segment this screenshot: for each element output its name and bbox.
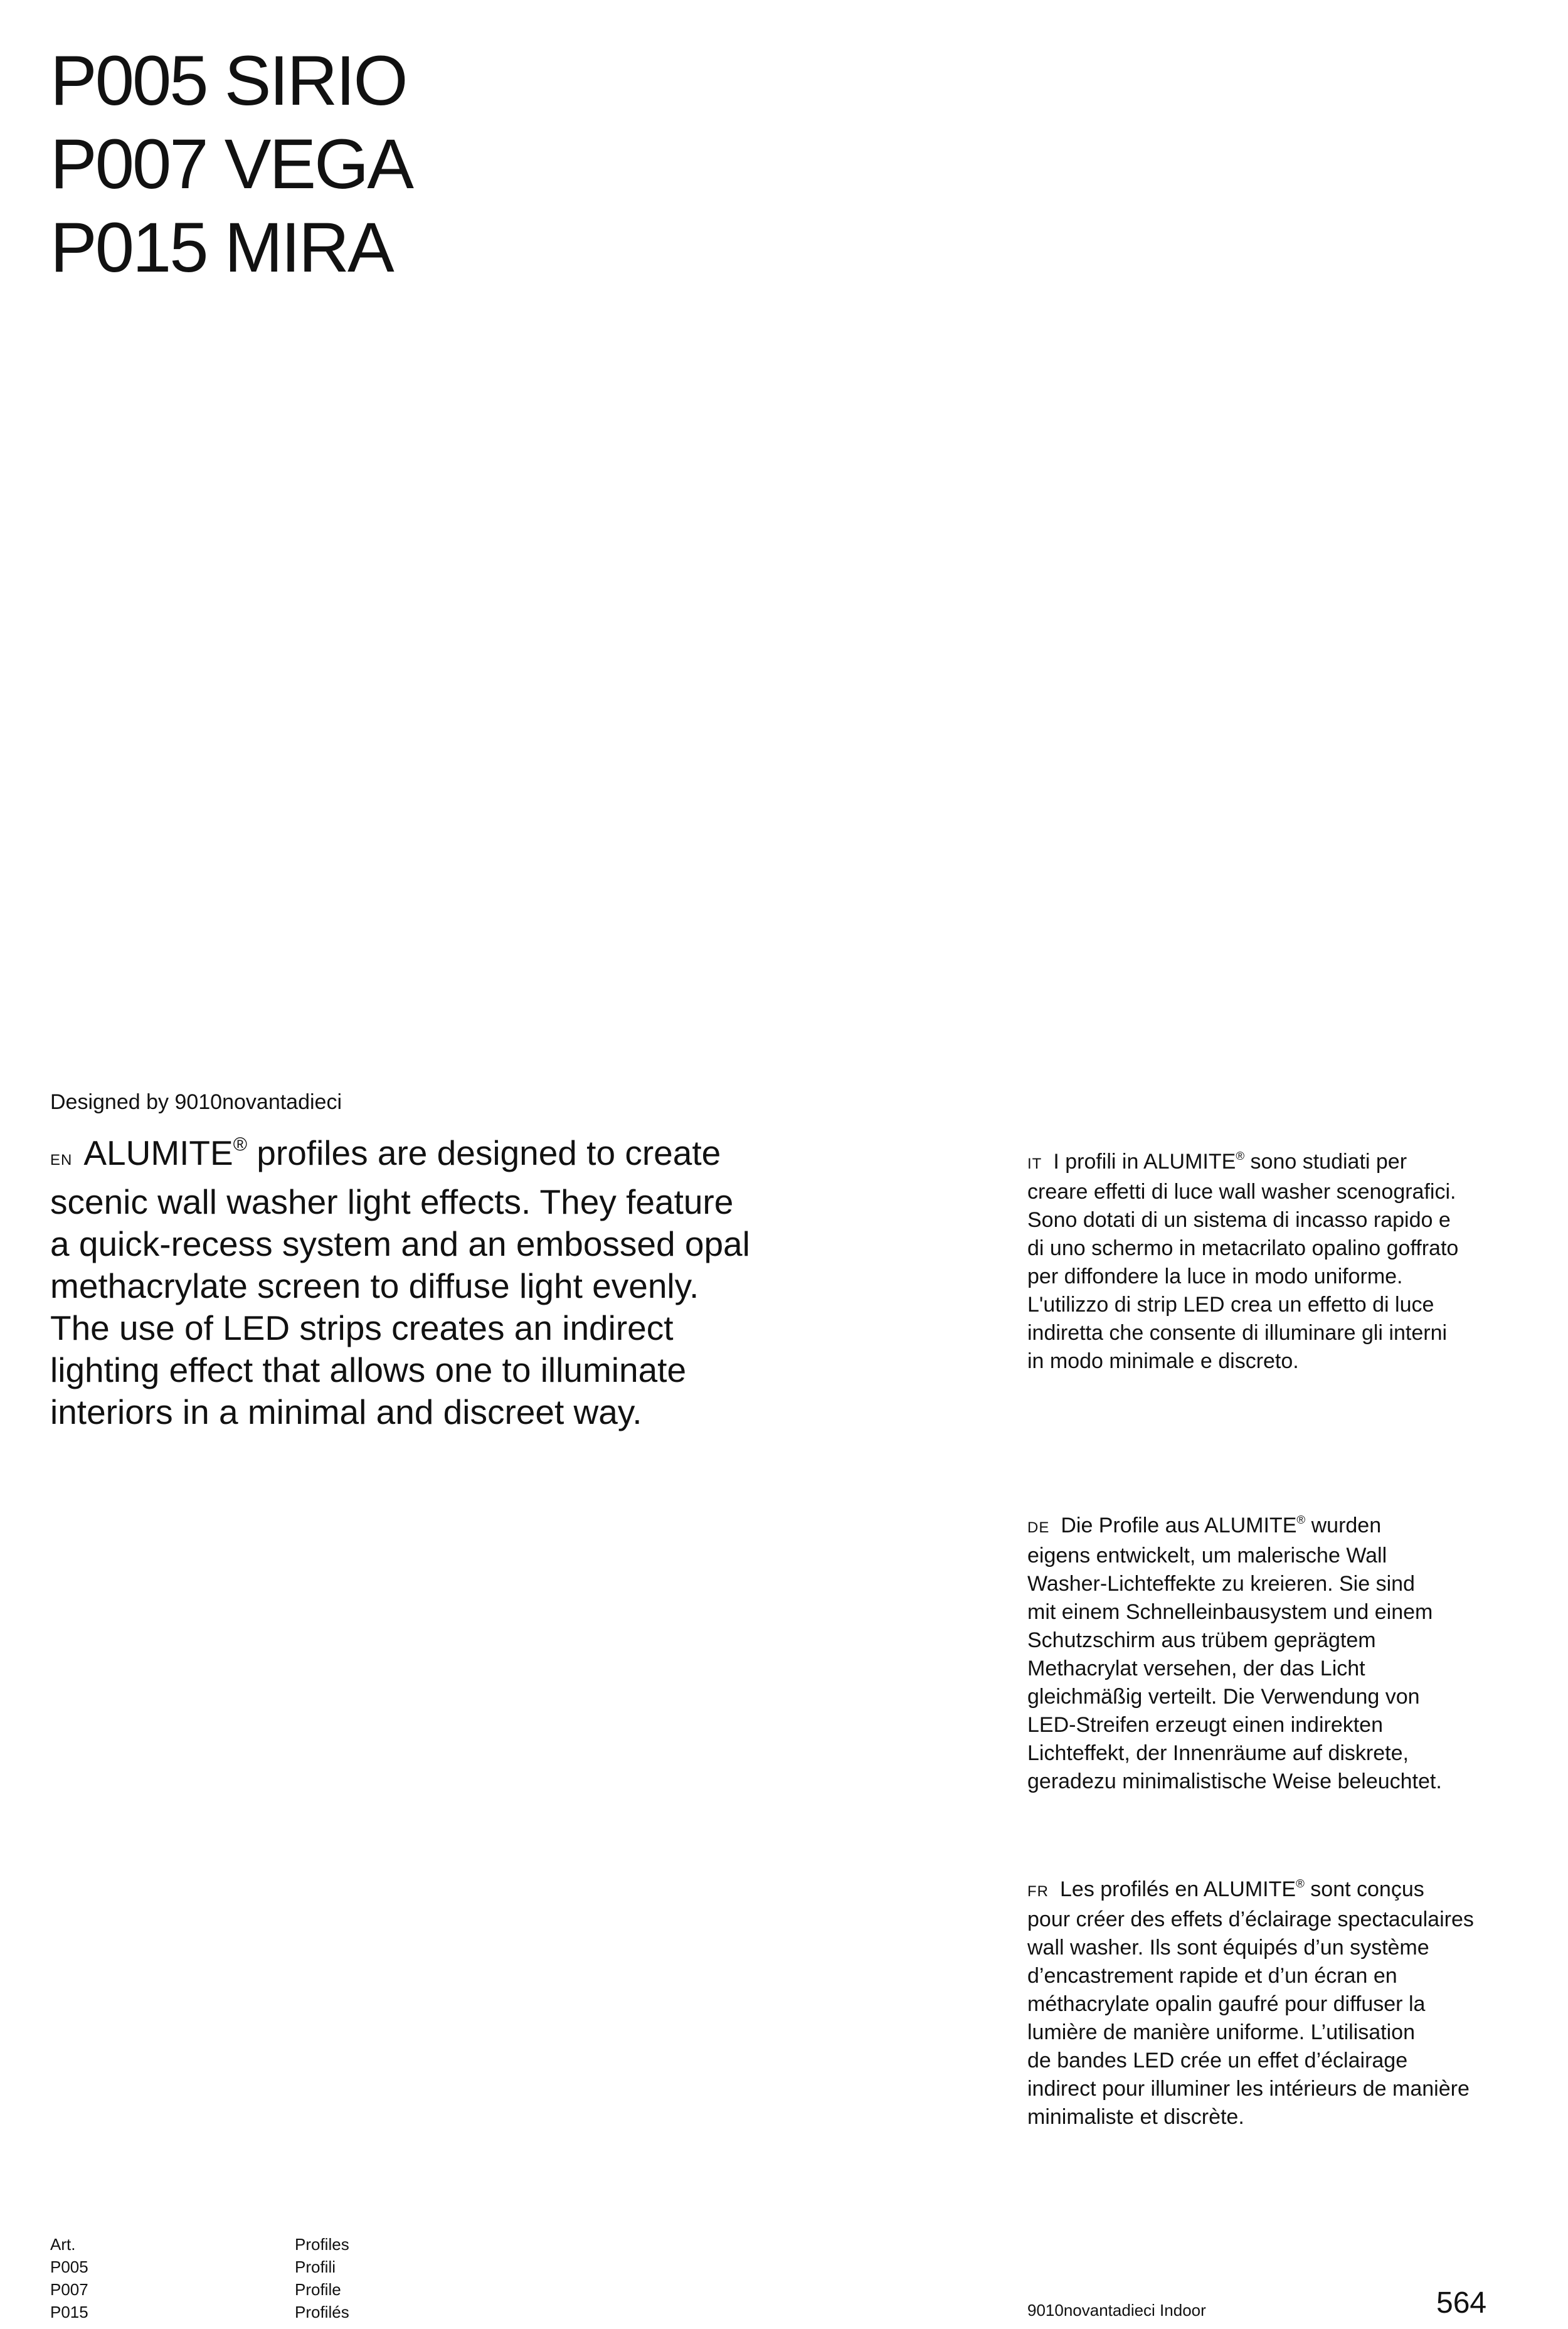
- product-titles: [50, 39, 412, 289]
- it-line-0: [1027, 1148, 1504, 1178]
- de-line-text: wurden: [1305, 1514, 1382, 1537]
- footer-article-codes: [50, 2233, 88, 2323]
- title-p015: P015 MIRA: [50, 208, 393, 287]
- footer-brand: 9010novantadieci Indoor: [1027, 2301, 1206, 2320]
- it-line-4: per diffondere la luce in modo uniforme.: [1027, 1265, 1403, 1288]
- footer-art-code: P015: [50, 2303, 88, 2321]
- it-line-text: sono studiati per: [1244, 1150, 1407, 1174]
- registered-mark: ®: [1296, 1512, 1306, 1526]
- it-line-1: creare effetti di luce wall washer scenografici.: [1027, 1180, 1456, 1204]
- description-it: [1027, 1148, 1504, 1376]
- fr-line-0: [1027, 1875, 1504, 1906]
- page-number: 564: [1436, 2286, 1487, 2320]
- de-line-3: mit einem Schnelleinbausystem und einem: [1027, 1600, 1433, 1624]
- registered-mark: ®: [233, 1134, 248, 1155]
- footer-type-label: Profiles: [295, 2235, 349, 2254]
- de-lead: Die Profile aus ALUMITE: [1061, 1514, 1297, 1537]
- registered-mark: ®: [1236, 1149, 1245, 1162]
- fr-lead: Les profilés en ALUMITE: [1060, 1877, 1296, 1901]
- fr-line-3: d’encastrement rapide et d’un écran en: [1027, 1964, 1397, 1988]
- de-line-7: LED-Streifen erzeugt einen indirekten: [1027, 1713, 1383, 1737]
- fr-line-8: minimaliste et discrète.: [1027, 2105, 1244, 2129]
- lang-tag-de: DE: [1027, 1519, 1050, 1536]
- en-line-1: scenic wall washer light effects. They feature: [50, 1182, 734, 1221]
- en-line-5: lighting effect that allows one to illuminate: [50, 1350, 687, 1389]
- fr-line-4: méthacrylate opalin gaufré pour diffuser la: [1027, 1992, 1426, 2016]
- lang-tag-en: EN: [50, 1152, 73, 1169]
- footer-art-code: P005: [50, 2257, 88, 2276]
- en-line-text: profiles are designed to create: [247, 1133, 721, 1172]
- it-line-2: Sono dotati di un sistema di incasso rapido e: [1027, 1208, 1451, 1232]
- de-line-1: eigens entwickelt, um malerische Wall: [1027, 1544, 1387, 1568]
- footer-art-label: Art.: [50, 2235, 76, 2254]
- description-de: [1027, 1512, 1504, 1796]
- fr-line-2: wall washer. Ils sont équipés d’un système: [1027, 1936, 1429, 1960]
- fr-line-text: sont conçus: [1304, 1877, 1424, 1901]
- fr-line-5: lumière de manière uniforme. L’utilisation: [1027, 2020, 1415, 2044]
- en-lead: ALUMITE: [83, 1133, 233, 1172]
- fr-line-6: de bandes LED crée un effet d’éclairage: [1027, 2049, 1408, 2072]
- footer-type-translation: Profile: [295, 2280, 341, 2299]
- it-line-3: di uno schermo in metacrilato opalino goffrato: [1027, 1236, 1459, 1260]
- de-line-5: Methacrylat versehen, der das Licht: [1027, 1657, 1365, 1680]
- description-fr: [1027, 1875, 1504, 2131]
- it-line-6: indiretta che consente di illuminare gli interni: [1027, 1321, 1448, 1345]
- fr-line-7: indirect pour illuminer les intérieurs de manière: [1027, 2077, 1470, 2101]
- lang-tag-it: IT: [1027, 1155, 1042, 1172]
- title-p007: P007 VEGA: [50, 125, 412, 203]
- de-line-8: Lichteffekt, der Innenräume auf diskrete,: [1027, 1741, 1409, 1765]
- footer-type-translation: Profilés: [295, 2303, 349, 2321]
- designer-credit: Designed by 9010novantadieci: [50, 1090, 342, 1114]
- de-line-6: gleichmäßig verteilt. Die Verwendung von: [1027, 1685, 1420, 1709]
- footer-art-code: P007: [50, 2280, 88, 2299]
- title-p005: P005 SIRIO: [50, 41, 406, 120]
- fr-line-1: pour créer des effets d’éclairage spectaculaires: [1027, 1907, 1474, 1931]
- it-line-5: L'utilizzo di strip LED crea un effetto di luce: [1027, 1293, 1434, 1317]
- en-line-6: interiors in a minimal and discreet way.: [50, 1393, 642, 1431]
- footer-type-translation: Profili: [295, 2257, 336, 2276]
- en-line-0: [50, 1132, 753, 1181]
- description-en: [50, 1132, 753, 1433]
- it-lead: I profili in ALUMITE: [1053, 1150, 1236, 1174]
- de-line-0: [1027, 1512, 1504, 1542]
- de-line-4: Schutzschirm aus trübem geprägtem: [1027, 1628, 1376, 1652]
- registered-mark: ®: [1296, 1876, 1305, 1890]
- en-line-4: The use of LED strips creates an indirect: [50, 1308, 674, 1347]
- footer-product-type: [295, 2233, 349, 2323]
- lang-tag-fr: FR: [1027, 1883, 1049, 1900]
- en-line-3: methacrylate screen to diffuse light evenly.: [50, 1266, 699, 1305]
- de-line-2: Washer-Lichteffekte zu kreieren. Sie sind: [1027, 1572, 1415, 1596]
- en-line-2: a quick-recess system and an embossed opal: [50, 1224, 750, 1263]
- de-line-9: geradezu minimalistische Weise beleuchtet.: [1027, 1769, 1442, 1793]
- it-line-7: in modo minimale e discreto.: [1027, 1349, 1299, 1373]
